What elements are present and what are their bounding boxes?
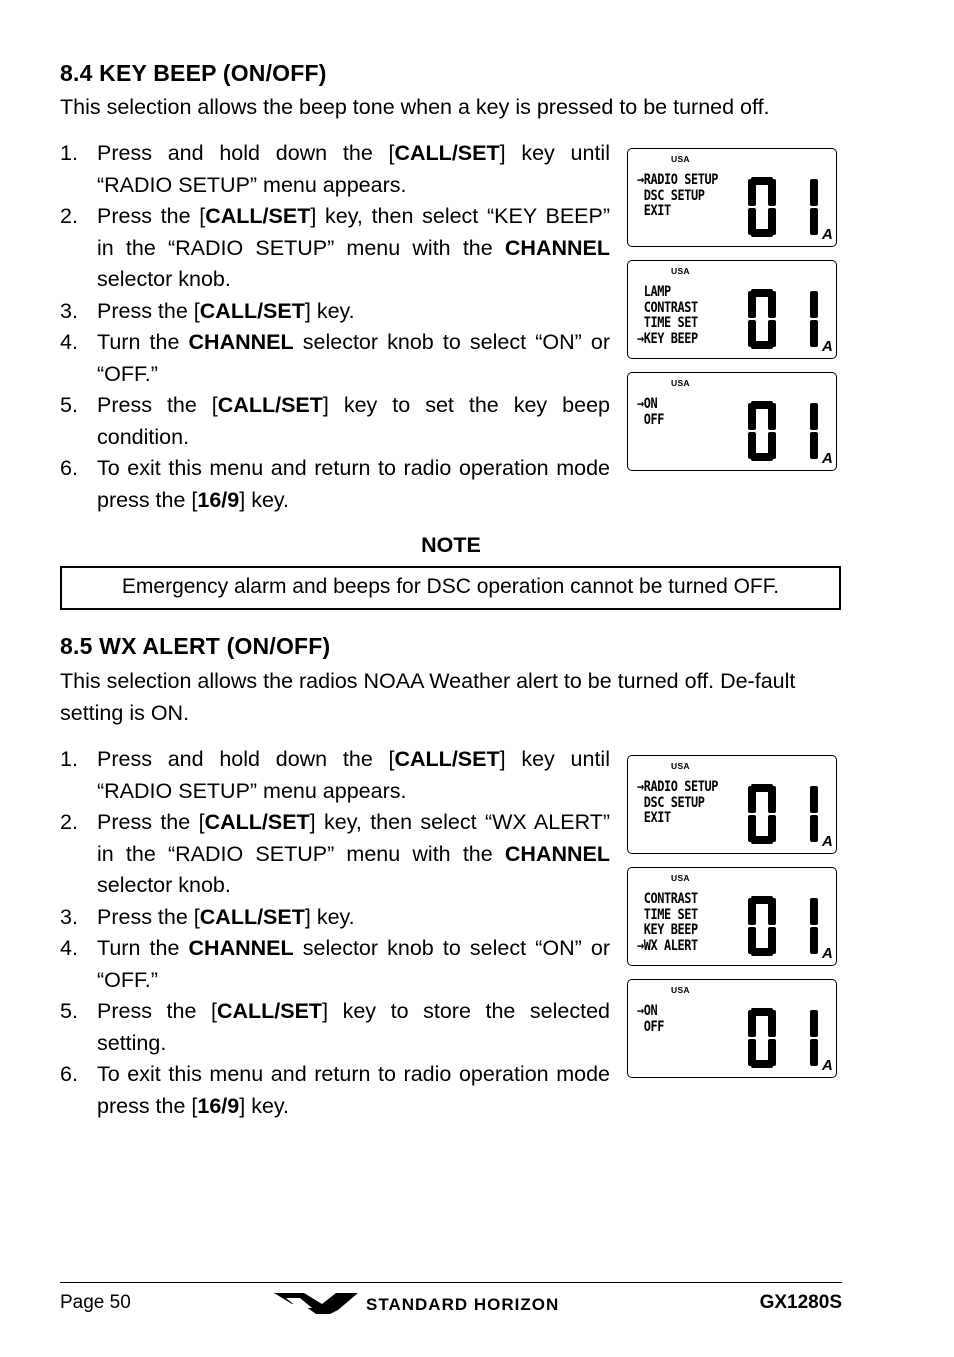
step-text: ] key until “RADIO SETUP” menu appears. <box>97 747 610 803</box>
lcd-menu-line: →RADIO SETUP <box>637 172 718 188</box>
lcd-channel-digits <box>746 401 834 465</box>
step-number: 3. <box>60 298 78 323</box>
lcd-menu-line: →RADIO SETUP <box>637 779 718 795</box>
lcd-display <box>627 260 837 359</box>
lcd-channel-digits <box>746 177 834 241</box>
step-keyword: CALL/SET <box>394 747 500 771</box>
section-heading-wx-alert: 8.5 WX ALERT (ON/OFF) <box>60 633 331 659</box>
step-item <box>60 453 610 516</box>
steps-list-wx-alert <box>60 744 610 1122</box>
lcd-digit-segment <box>810 403 818 430</box>
lcd-digit-segment <box>810 291 818 318</box>
lcd-menu-line: OFF <box>637 411 664 428</box>
step-keyword: CHANNEL <box>504 235 610 260</box>
step-text: ] key to store the selected setting. <box>97 999 611 1055</box>
lcd-menu-line: DSC SETUP <box>637 187 705 204</box>
step-number: 4. <box>60 936 78 960</box>
step-number: 5. <box>60 999 78 1023</box>
lcd-digit-segment <box>810 786 818 813</box>
step-text: selector knob to select “ON” or “OFF.” <box>97 936 610 992</box>
lcd-menu <box>637 1004 664 1035</box>
lcd-display <box>627 148 837 247</box>
lcd-digit-segment <box>768 786 776 813</box>
lcd-digit-segment <box>748 291 756 318</box>
step-text: Press the [ <box>97 298 200 323</box>
step-keyword: CHANNEL <box>504 841 610 866</box>
lcd-display <box>627 372 837 471</box>
lcd-region-label: USA <box>671 985 690 995</box>
lcd-menu <box>637 173 718 220</box>
step-keyword: CALL/SET <box>204 810 310 834</box>
step-number: 6. <box>60 456 78 480</box>
lcd-menu-line: →WX ALERT <box>637 937 698 954</box>
lcd-menu-line: →ON <box>637 396 658 412</box>
lcd-digit-segment <box>748 1010 756 1037</box>
step-keyword: CHANNEL <box>188 936 294 960</box>
lcd-region-label: USA <box>671 873 690 883</box>
step-text: selector knob to select “ON” or “OFF.” <box>97 330 610 386</box>
lcd-menu-line: OFF <box>637 1018 664 1035</box>
lcd-digit-segment <box>768 291 776 318</box>
step-text: Press the [ <box>97 393 218 417</box>
step-item <box>60 996 610 1059</box>
lcd-digit-segment <box>810 898 818 925</box>
brand-logo-icon <box>272 1290 360 1316</box>
lcd-digit-segment <box>748 927 756 954</box>
step-number: 3. <box>60 904 78 929</box>
step-text: Press the [ <box>97 904 200 929</box>
lcd-region-label: USA <box>671 378 690 388</box>
step-keyword: CALL/SET <box>199 904 305 929</box>
step-text: ] key. <box>239 487 290 512</box>
lcd-channel-suffix: A <box>822 1057 833 1072</box>
lcd-channel-suffix: A <box>822 450 833 465</box>
lcd-digit-segment <box>810 1039 818 1066</box>
step-keyword: CALL/SET <box>216 999 323 1023</box>
lcd-menu <box>637 285 698 347</box>
lcd-digit-segment <box>748 1039 756 1066</box>
step-number: 1. <box>60 747 78 771</box>
brand-name: STANDARD HORIZON <box>366 1295 560 1314</box>
lcd-menu-line: LAMP <box>637 284 671 300</box>
step-text: Press the [ <box>97 204 206 228</box>
step-keyword: 16/9 <box>197 487 240 512</box>
lcd-menu <box>637 780 718 827</box>
lcd-channel-digits <box>746 784 834 848</box>
lcd-channel-digits <box>746 896 834 960</box>
lcd-digit-segment <box>810 1010 818 1037</box>
lcd-menu-line: DSC SETUP <box>637 794 705 811</box>
step-item <box>60 201 610 296</box>
note-box: Emergency alarm and beeps for DSC operation cannot be turned OFF. <box>60 566 841 610</box>
lcd-display <box>627 755 837 854</box>
lcd-region-label: USA <box>671 154 690 164</box>
lcd-channel-suffix: A <box>822 945 833 960</box>
step-text: selector knob. <box>97 267 231 291</box>
step-item <box>60 1059 610 1122</box>
lcd-digit-segment <box>748 815 756 842</box>
step-keyword: 16/9 <box>197 1093 240 1118</box>
step-text: ] key. <box>304 904 355 929</box>
step-text: Turn the <box>97 330 189 354</box>
lcd-menu-line: CONTRAST <box>637 891 698 907</box>
lcd-menu <box>637 892 698 954</box>
step-number: 6. <box>60 1062 78 1086</box>
step-number: 1. <box>60 141 78 165</box>
lcd-menu <box>637 397 664 428</box>
step-text: ] key, then select “WX ALERT” in the “RADIO SETUP” menu with the <box>97 810 610 866</box>
lcd-channel-suffix: A <box>822 338 833 353</box>
lcd-menu-line: →ON <box>637 1003 658 1019</box>
lcd-menu-line: KEY BEEP <box>637 922 698 938</box>
lcd-digit-segment <box>810 320 818 347</box>
step-text: ] key, then select “KEY BEEP” in the “RADIO SETUP” menu with the <box>97 204 611 260</box>
lcd-digit-segment <box>810 432 818 459</box>
step-item <box>60 138 610 201</box>
step-keyword: CALL/SET <box>394 141 500 165</box>
lcd-menu-line: TIME SET <box>637 906 698 923</box>
lcd-channel-digits <box>746 1008 834 1072</box>
lcd-menu-line: EXIT <box>637 810 671 826</box>
step-item <box>60 327 610 390</box>
step-text: ] key until “RADIO SETUP” menu appears. <box>97 141 610 197</box>
lcd-digit-segment <box>748 403 756 430</box>
lcd-digit-segment <box>768 179 776 206</box>
lcd-digit-segment <box>768 1010 776 1037</box>
lcd-display <box>627 979 837 1078</box>
step-keyword: CALL/SET <box>205 204 311 228</box>
lcd-digit-segment <box>748 208 756 235</box>
steps-list-key-beep <box>60 138 610 516</box>
step-keyword: CHANNEL <box>188 330 294 354</box>
step-keyword: CALL/SET <box>217 393 323 417</box>
lcd-channel-suffix: A <box>822 833 833 848</box>
step-text: selector knob. <box>97 873 231 897</box>
lcd-channel-suffix: A <box>822 226 833 241</box>
step-text: Press the [ <box>97 810 205 834</box>
footer-divider <box>60 1282 842 1283</box>
lcd-digit-segment <box>810 927 818 954</box>
step-number: 4. <box>60 330 78 354</box>
lcd-digit-segment <box>768 898 776 925</box>
lcd-menu-line: EXIT <box>637 203 671 219</box>
lcd-digit-segment <box>748 898 756 925</box>
lcd-menu-line: CONTRAST <box>637 299 698 316</box>
lcd-display <box>627 867 837 966</box>
lcd-digit-segment <box>748 432 756 459</box>
lcd-digit-segment <box>768 403 776 430</box>
section-intro-wx-alert: This selection allows the radios NOAA Weather alert to be turned off. De-fault setting is ON. <box>60 669 796 725</box>
step-text: ] key to set the key beep condition. <box>97 393 610 449</box>
lcd-digit-segment <box>810 815 818 842</box>
lcd-digit-segment <box>810 179 818 206</box>
step-text: To exit this menu and return to radio operation mode press the [ <box>97 1062 610 1118</box>
step-text: To exit this menu and return to radio operation mode press the [ <box>97 456 610 512</box>
lcd-digit-segment <box>810 208 818 235</box>
lcd-digit-segment <box>748 320 756 347</box>
step-number: 2. <box>60 204 78 228</box>
step-number: 2. <box>60 810 78 834</box>
step-item <box>60 933 610 996</box>
lcd-region-label: USA <box>671 266 690 276</box>
step-text: Press the [ <box>97 999 217 1023</box>
step-text: ] key. <box>239 1093 290 1118</box>
lcd-channel-digits <box>746 289 834 353</box>
note-title: NOTE <box>421 533 481 557</box>
lcd-menu-line: →KEY BEEP <box>637 330 698 347</box>
step-number: 5. <box>60 393 78 417</box>
step-keyword: CALL/SET <box>199 298 305 323</box>
lcd-digit-segment <box>748 786 756 813</box>
section-heading-key-beep: 8.4 KEY BEEP (ON/OFF) <box>60 60 327 86</box>
page-number: Page 50 <box>60 1292 131 1313</box>
step-text: Press and hold down the [ <box>97 747 395 771</box>
step-text: ] key. <box>304 298 355 323</box>
lcd-digit-segment <box>748 179 756 206</box>
step-item <box>60 296 610 328</box>
step-item <box>60 390 610 453</box>
model-number: GX1280S <box>759 1292 842 1313</box>
step-text: Press and hold down the [ <box>97 141 395 165</box>
step-item <box>60 744 610 807</box>
lcd-menu-line: TIME SET <box>637 315 698 331</box>
step-text: Turn the <box>97 936 189 960</box>
step-item <box>60 807 610 902</box>
lcd-region-label: USA <box>671 761 690 771</box>
section-intro-key-beep: This selection allows the beep tone when a key is pressed to be turned off. <box>60 95 770 119</box>
step-item <box>60 902 610 934</box>
